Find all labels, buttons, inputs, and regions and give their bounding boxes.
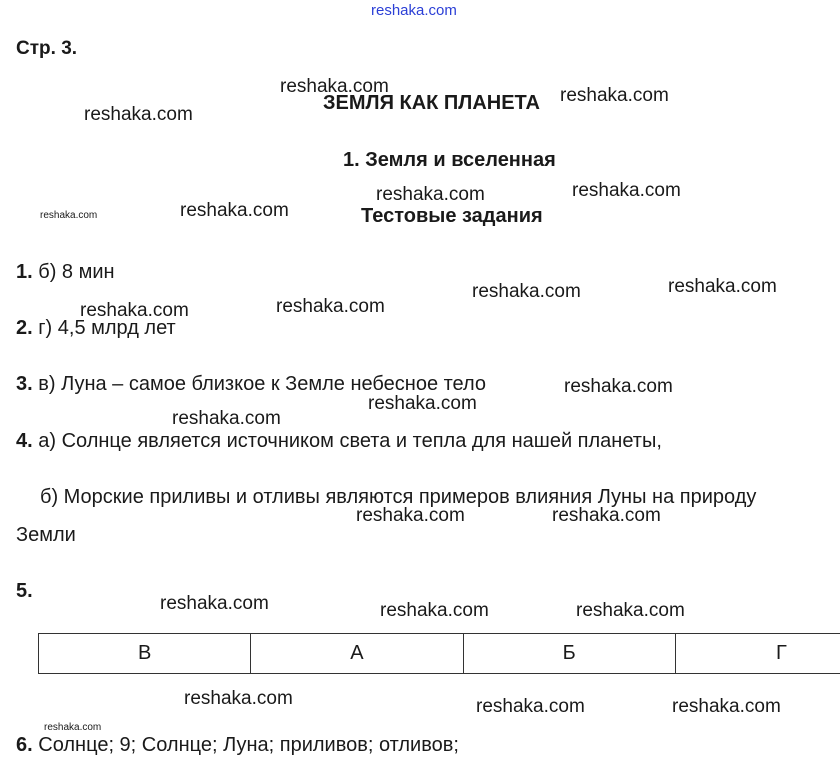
answer-number: 1. — [16, 261, 33, 283]
watermark: reshaka.com — [668, 276, 777, 297]
section-title: ЗЕМЛЯ КАК ПЛАНЕТА — [323, 92, 540, 114]
table-cell: А — [251, 634, 463, 674]
table-cell: Г — [675, 634, 840, 674]
watermark: reshaka.com — [40, 210, 98, 221]
watermark: reshaka.com — [172, 408, 281, 429]
answer-number: 4. — [16, 430, 33, 452]
answer-text: б) 8 мин — [38, 261, 115, 283]
answer-5-table — [38, 633, 840, 674]
watermark: reshaka.com — [280, 76, 389, 97]
answer-text: г) 4,5 млрд лет — [38, 317, 176, 339]
watermark: reshaka.com — [564, 376, 673, 397]
table-cell: Б — [463, 634, 675, 674]
watermark: reshaka.com — [572, 180, 681, 201]
watermark: reshaka.com — [160, 593, 269, 614]
subtitle: Тестовые задания — [361, 205, 543, 227]
watermark: reshaka.com — [356, 505, 465, 526]
watermark: reshaka.com — [84, 104, 193, 125]
table-cell: В — [39, 634, 251, 674]
watermark: reshaka.com — [380, 600, 489, 621]
answer-number: 2. — [16, 317, 33, 339]
site-link-top[interactable]: reshaka.com — [371, 2, 457, 19]
watermark: reshaka.com — [44, 722, 102, 733]
watermark: reshaka.com — [476, 696, 585, 717]
answer-text: а) Солнце является источником света и тепла для нашей планеты, — [38, 430, 662, 452]
answer-number: 3. — [16, 373, 33, 395]
answer-1 — [16, 261, 115, 284]
watermark: reshaka.com — [80, 300, 189, 321]
answer-6 — [16, 734, 459, 757]
watermark: reshaka.com — [472, 281, 581, 302]
watermark: reshaka.com — [180, 200, 289, 221]
table-row — [39, 634, 840, 674]
page-reference: Стр. 3. — [16, 38, 78, 59]
watermark: reshaka.com — [576, 600, 685, 621]
watermark: reshaka.com — [672, 696, 781, 717]
watermark: reshaka.com — [376, 184, 485, 205]
watermark: reshaka.com — [368, 393, 477, 414]
answer-text: в) Луна – самое близкое к Земле небесное тело — [38, 373, 487, 395]
answer-4-continuation: б) Морские приливы и отливы являются примеров влияния Луны на природу — [40, 486, 757, 508]
answer-4 — [16, 430, 662, 453]
answer-number: 6. — [16, 734, 33, 756]
watermark: reshaka.com — [560, 85, 669, 106]
answer-5-number: 5. — [16, 580, 33, 602]
watermark: reshaka.com — [184, 688, 293, 709]
watermark: reshaka.com — [552, 505, 661, 526]
answer-4-continuation-end: Земли — [16, 524, 76, 546]
topic-title: 1. Земля и вселенная — [343, 149, 556, 171]
watermark: reshaka.com — [276, 296, 385, 317]
answer-text: Солнце; 9; Солнце; Луна; приливов; отливов; — [38, 734, 459, 756]
